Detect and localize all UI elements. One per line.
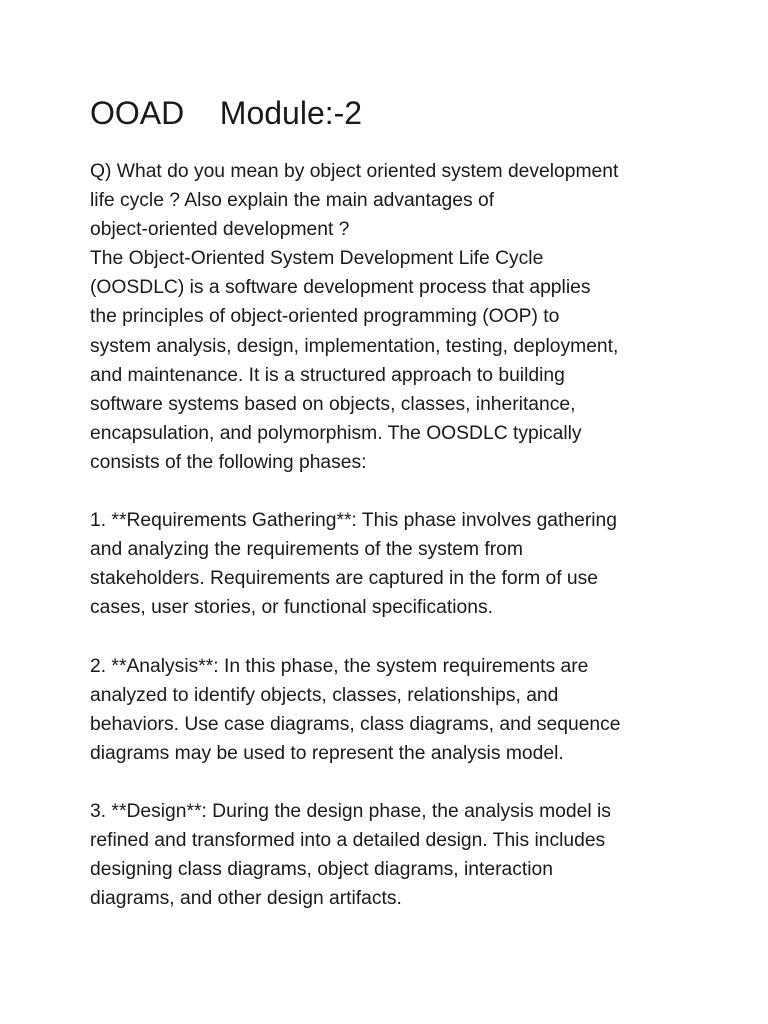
phase-line: diagrams may be used to represent the analysis model. bbox=[90, 742, 564, 764]
phase-line: stakeholders. Requirements are captured in the form of use bbox=[90, 568, 599, 590]
phase-analysis-paragraph bbox=[90, 652, 690, 768]
intro-paragraph bbox=[90, 244, 690, 477]
phase-line: diagrams, and other design artifacts. bbox=[90, 888, 402, 910]
intro-line: (OOSDLC) is a software development process that applies bbox=[90, 277, 591, 299]
phase-requirements-paragraph bbox=[90, 506, 690, 622]
paragraph-spacer bbox=[90, 768, 690, 797]
phase-line: 1. **Requirements Gathering**: This phase involves gathering bbox=[90, 510, 617, 532]
intro-line: encapsulation, and polymorphism. The OOSDLC typically bbox=[90, 422, 582, 444]
phase-line: and analyzing the requirements of the system from bbox=[90, 539, 523, 561]
intro-line: and maintenance. It is a structured approach to building bbox=[90, 364, 565, 386]
question-line: Q) What do you mean by object oriented system development bbox=[90, 161, 619, 182]
phase-line: analyzed to identify objects, classes, relationships, and bbox=[90, 684, 559, 706]
question-block bbox=[90, 157, 690, 244]
intro-line: consists of the following phases: bbox=[90, 451, 367, 473]
intro-line: software systems based on objects, classes, inheritance, bbox=[90, 393, 576, 415]
paragraph-spacer bbox=[90, 623, 690, 652]
intro-line: The Object-Oriented System Development Life Cycle bbox=[90, 248, 544, 270]
phase-design-paragraph bbox=[90, 797, 690, 913]
phase-line: 3. **Design**: During the design phase, the analysis model is bbox=[90, 801, 611, 823]
question-line: object-oriented development ? bbox=[90, 219, 350, 241]
document-title: OOAD Module:-2 bbox=[90, 95, 363, 131]
phase-line: designing class diagrams, object diagrams, interaction bbox=[90, 859, 553, 881]
intro-line: the principles of object-oriented programming (OOP) to bbox=[90, 306, 560, 328]
phase-line: cases, user stories, or functional specifications. bbox=[90, 597, 493, 619]
question-line: life cycle ? Also explain the main advantages of bbox=[90, 190, 495, 212]
phase-line: refined and transformed into a detailed design. This includes bbox=[90, 830, 606, 852]
document-body bbox=[90, 157, 690, 913]
intro-line: system analysis, design, implementation, testing, deployment, bbox=[90, 335, 619, 357]
phase-line: 2. **Analysis**: In this phase, the system requirements are bbox=[90, 655, 589, 677]
paragraph-spacer bbox=[90, 477, 690, 506]
phase-line: behaviors. Use case diagrams, class diagrams, and sequence bbox=[90, 713, 621, 735]
